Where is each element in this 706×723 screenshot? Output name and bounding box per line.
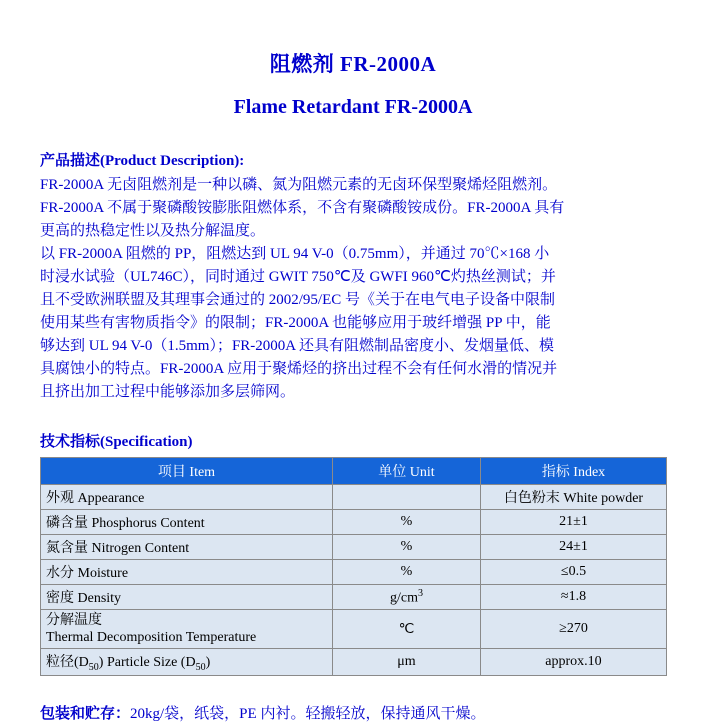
cell-unit: % xyxy=(333,535,481,560)
cell-index: ≈1.8 xyxy=(481,585,667,610)
cell-item: 分解温度 Thermal Decomposition Temperature xyxy=(41,610,333,649)
cell-item: 外观 Appearance xyxy=(41,485,333,510)
cell-unit: % xyxy=(333,510,481,535)
cell-item: 粒径$(D_{50})$ Particle Size $(D_{50})$ xyxy=(41,649,333,676)
table-row xyxy=(41,485,667,510)
cell-item: 氮含量 Nitrogen Content xyxy=(41,535,333,560)
cell-index: ≤0.5 xyxy=(481,560,667,585)
cell-item: 磷含量 Phosphorus Content xyxy=(41,510,333,535)
description-line: FR-2000A 无卤阻燃剂是一种以磷、氮为阻燃元素的无卤环保型聚烯烃阻燃剂。 xyxy=(40,177,558,193)
description-line: 以 FR-2000A 阻燃的 PP，阻燃达到 UL 94 V-0（0.75mm），并通过 70℃×168 小 xyxy=(40,246,550,262)
cell-unit: % xyxy=(333,560,481,585)
table-row xyxy=(41,535,667,560)
table-row xyxy=(41,510,667,535)
cell-item: 水分 Moisture xyxy=(41,560,333,585)
description-line: 使用某些有害物质指令》的限制；FR-2000A 也能够应用于玻纤增强 PP 中，能 xyxy=(40,315,551,331)
cell-index: approx.10 xyxy=(481,649,667,676)
description-line: 更高的热稳定性以及热分解温度。 xyxy=(40,223,266,239)
table-row xyxy=(41,585,667,610)
description-line: 具腐蚀小的特点。FR-2000A 应用于聚烯烃的挤出过程不会有任何水滑的情况并 xyxy=(40,361,558,377)
specification-table xyxy=(40,457,667,676)
packaging-section xyxy=(40,702,666,723)
cell-unit: $g/cm^3$ xyxy=(333,585,481,610)
cell-index: 21±1 xyxy=(481,510,667,535)
description-line: 且不受欧洲联盟及其理事会通过的 2002/95/EC 号《关于在电气电子设备中限制 xyxy=(40,292,556,308)
page-title-en: Flame Retardant FR-2000A xyxy=(233,96,473,118)
column-header-unit: 单位 Unit xyxy=(333,458,481,485)
column-header-index: 指标 Index xyxy=(481,458,667,485)
cell-item: 密度 Density xyxy=(41,585,333,610)
packaging-label: 包装和贮存： xyxy=(40,705,131,722)
cell-index: 白色粉末 White powder xyxy=(481,485,667,510)
cell-unit: ℃ xyxy=(333,610,481,649)
description-line: 且挤出加工过程中能够添加多层筛网。 xyxy=(40,384,296,400)
table-row xyxy=(41,610,667,649)
page-title-cn: 阻燃剂 FR-2000A xyxy=(269,52,437,76)
cell-index: ≥270 xyxy=(481,610,667,649)
product-description-body xyxy=(40,174,666,404)
cell-index: 24±1 xyxy=(481,535,667,560)
description-line: 时浸水试验（UL746C），同时通过 GWIT 750℃及 GWFI 960℃灼热丝测试；并 xyxy=(40,269,556,285)
cell-unit xyxy=(333,485,481,510)
table-header-row xyxy=(41,458,667,485)
document-page xyxy=(0,48,706,722)
product-description-heading: 产品描述(Product Description): xyxy=(40,153,245,169)
description-line: 够达到 UL 94 V-0（1.5mm）；FR-2000A 还具有阻燃制品密度小、发烟量低、模 xyxy=(40,338,555,354)
cell-unit: μm xyxy=(333,649,481,676)
table-row xyxy=(41,560,667,585)
specification-heading: 技术指标(Specification) xyxy=(40,434,193,450)
column-header-item: 项目 Item xyxy=(41,458,333,485)
description-line: FR-2000A 不属于聚磷酸铵膨胀阻燃体系，不含有聚磷酸铵成份。FR-2000A 具有 xyxy=(40,200,565,216)
packaging-text: 20kg/袋，纸袋，PE 内衬。轻搬轻放，保持通风干燥。 xyxy=(130,705,486,722)
table-row xyxy=(41,649,667,676)
